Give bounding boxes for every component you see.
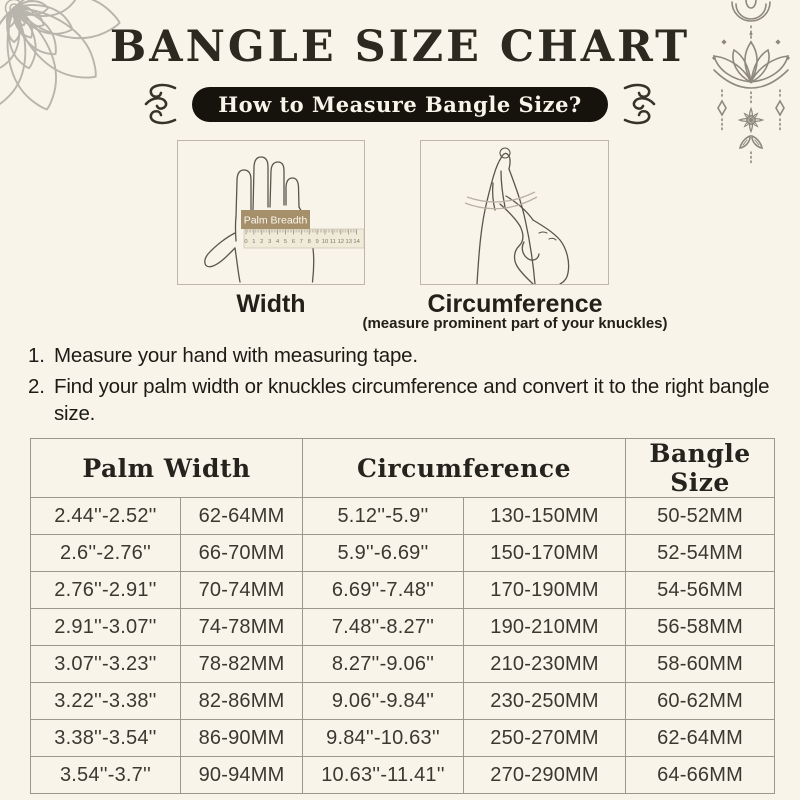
header-palm-width: Palm Width	[31, 439, 303, 498]
svg-text:13: 13	[345, 239, 352, 245]
table-cell: 60-62MM	[626, 683, 775, 720]
table-cell: 82-86MM	[181, 683, 303, 720]
width-caption: Width	[236, 290, 306, 318]
svg-text:6: 6	[291, 239, 296, 245]
table-row	[31, 535, 775, 572]
table-cell: 210-230MM	[464, 646, 626, 683]
table-row	[31, 720, 775, 757]
table-cell: 74-78MM	[181, 609, 303, 646]
table-cell: 2.76''-2.91''	[31, 572, 181, 609]
table-row	[31, 646, 775, 683]
table-cell: 2.6''-2.76''	[31, 535, 181, 572]
circumference-caption: Circumference	[427, 290, 603, 318]
table-cell: 50-52MM	[626, 498, 775, 535]
table-cell: 190-210MM	[464, 609, 626, 646]
table-cell: 8.27''-9.06''	[303, 646, 464, 683]
header-bangle-size: Bangle Size	[626, 439, 775, 498]
table-cell: 3.38''-3.54''	[31, 720, 181, 757]
svg-text:4: 4	[275, 239, 280, 245]
svg-text:2: 2	[260, 239, 264, 245]
table-cell: 9.06''-9.84''	[303, 683, 464, 720]
svg-text:3: 3	[268, 239, 272, 245]
instruction-item	[28, 342, 778, 369]
table-cell: 3.54''-3.7''	[31, 757, 181, 794]
table-cell: 62-64MM	[181, 498, 303, 535]
table-cell: 5.9''-6.69''	[303, 535, 464, 572]
instruction-number: 2.	[28, 375, 45, 398]
instruction-number: 1.	[28, 344, 45, 367]
table-cell: 78-82MM	[181, 646, 303, 683]
table-cell: 6.69''-7.48''	[303, 572, 464, 609]
circumference-subcaption: (measure prominent part of your knuckles)	[362, 315, 668, 332]
table-cell: 64-66MM	[626, 757, 775, 794]
table-cell: 2.44''-2.52''	[31, 498, 181, 535]
table-cell: 9.84''-10.63''	[303, 720, 464, 757]
size-conversion-table	[30, 438, 775, 794]
table-row	[31, 683, 775, 720]
table-cell: 10.63''-11.41''	[303, 757, 464, 794]
table-cell: 56-58MM	[626, 609, 775, 646]
table-row	[31, 609, 775, 646]
table-cell: 52-54MM	[626, 535, 775, 572]
table-cell: 90-94MM	[181, 757, 303, 794]
svg-text:0: 0	[244, 239, 248, 245]
squiggle-left-icon	[137, 82, 183, 126]
instruction-item	[28, 373, 778, 427]
table-row	[31, 572, 775, 609]
palm-width-hand-drawing	[178, 141, 364, 284]
circumference-hand-drawing	[421, 141, 608, 284]
palm-breadth-tag: Palm Breadth	[243, 214, 308, 227]
svg-text:7: 7	[299, 239, 303, 245]
svg-text:1: 1	[252, 239, 256, 245]
instruction-text: Measure your hand with measuring tape.	[54, 344, 418, 367]
table-cell: 170-190MM	[464, 572, 626, 609]
table-cell: 54-56MM	[626, 572, 775, 609]
table-cell: 130-150MM	[464, 498, 626, 535]
table-cell: 230-250MM	[464, 683, 626, 720]
table-row	[31, 757, 775, 794]
table-cell: 86-90MM	[181, 720, 303, 757]
table-cell: 250-270MM	[464, 720, 626, 757]
svg-text:11: 11	[329, 239, 336, 245]
svg-text:9: 9	[315, 239, 319, 245]
table-cell: 70-74MM	[181, 572, 303, 609]
table-cell: 66-70MM	[181, 535, 303, 572]
table-row	[31, 498, 775, 535]
svg-text:14: 14	[353, 239, 360, 245]
svg-text:12: 12	[337, 239, 345, 245]
table-header-row	[31, 439, 775, 498]
page-title: BANGLE SIZE CHART	[109, 22, 691, 72]
table-cell: 7.48''-8.27''	[303, 609, 464, 646]
circumference-illustration-box	[420, 140, 609, 285]
table-cell: 3.22''-3.38''	[31, 683, 181, 720]
table-cell: 5.12''-5.9''	[303, 498, 464, 535]
ribbon-banner: How to Measure Bangle Size?	[192, 87, 608, 122]
table-cell: 62-64MM	[626, 720, 775, 757]
table-cell: 2.91''-3.07''	[31, 609, 181, 646]
squiggle-right-icon	[617, 82, 663, 126]
table-cell: 58-60MM	[626, 646, 775, 683]
table-cell: 270-290MM	[464, 757, 626, 794]
header-circumference: Circumference	[303, 439, 626, 498]
svg-text:10: 10	[321, 239, 329, 245]
svg-text:8: 8	[307, 239, 311, 245]
instructions-list	[28, 342, 778, 431]
table-body	[31, 498, 775, 794]
table-cell: 3.07''-3.23''	[31, 646, 181, 683]
instruction-text: Find your palm width or knuckles circumference and convert it to the right bangle size.	[54, 375, 770, 425]
ribbon-row	[0, 82, 800, 126]
width-illustration-box	[177, 140, 365, 285]
svg-text:5: 5	[283, 239, 288, 245]
table-cell: 150-170MM	[464, 535, 626, 572]
